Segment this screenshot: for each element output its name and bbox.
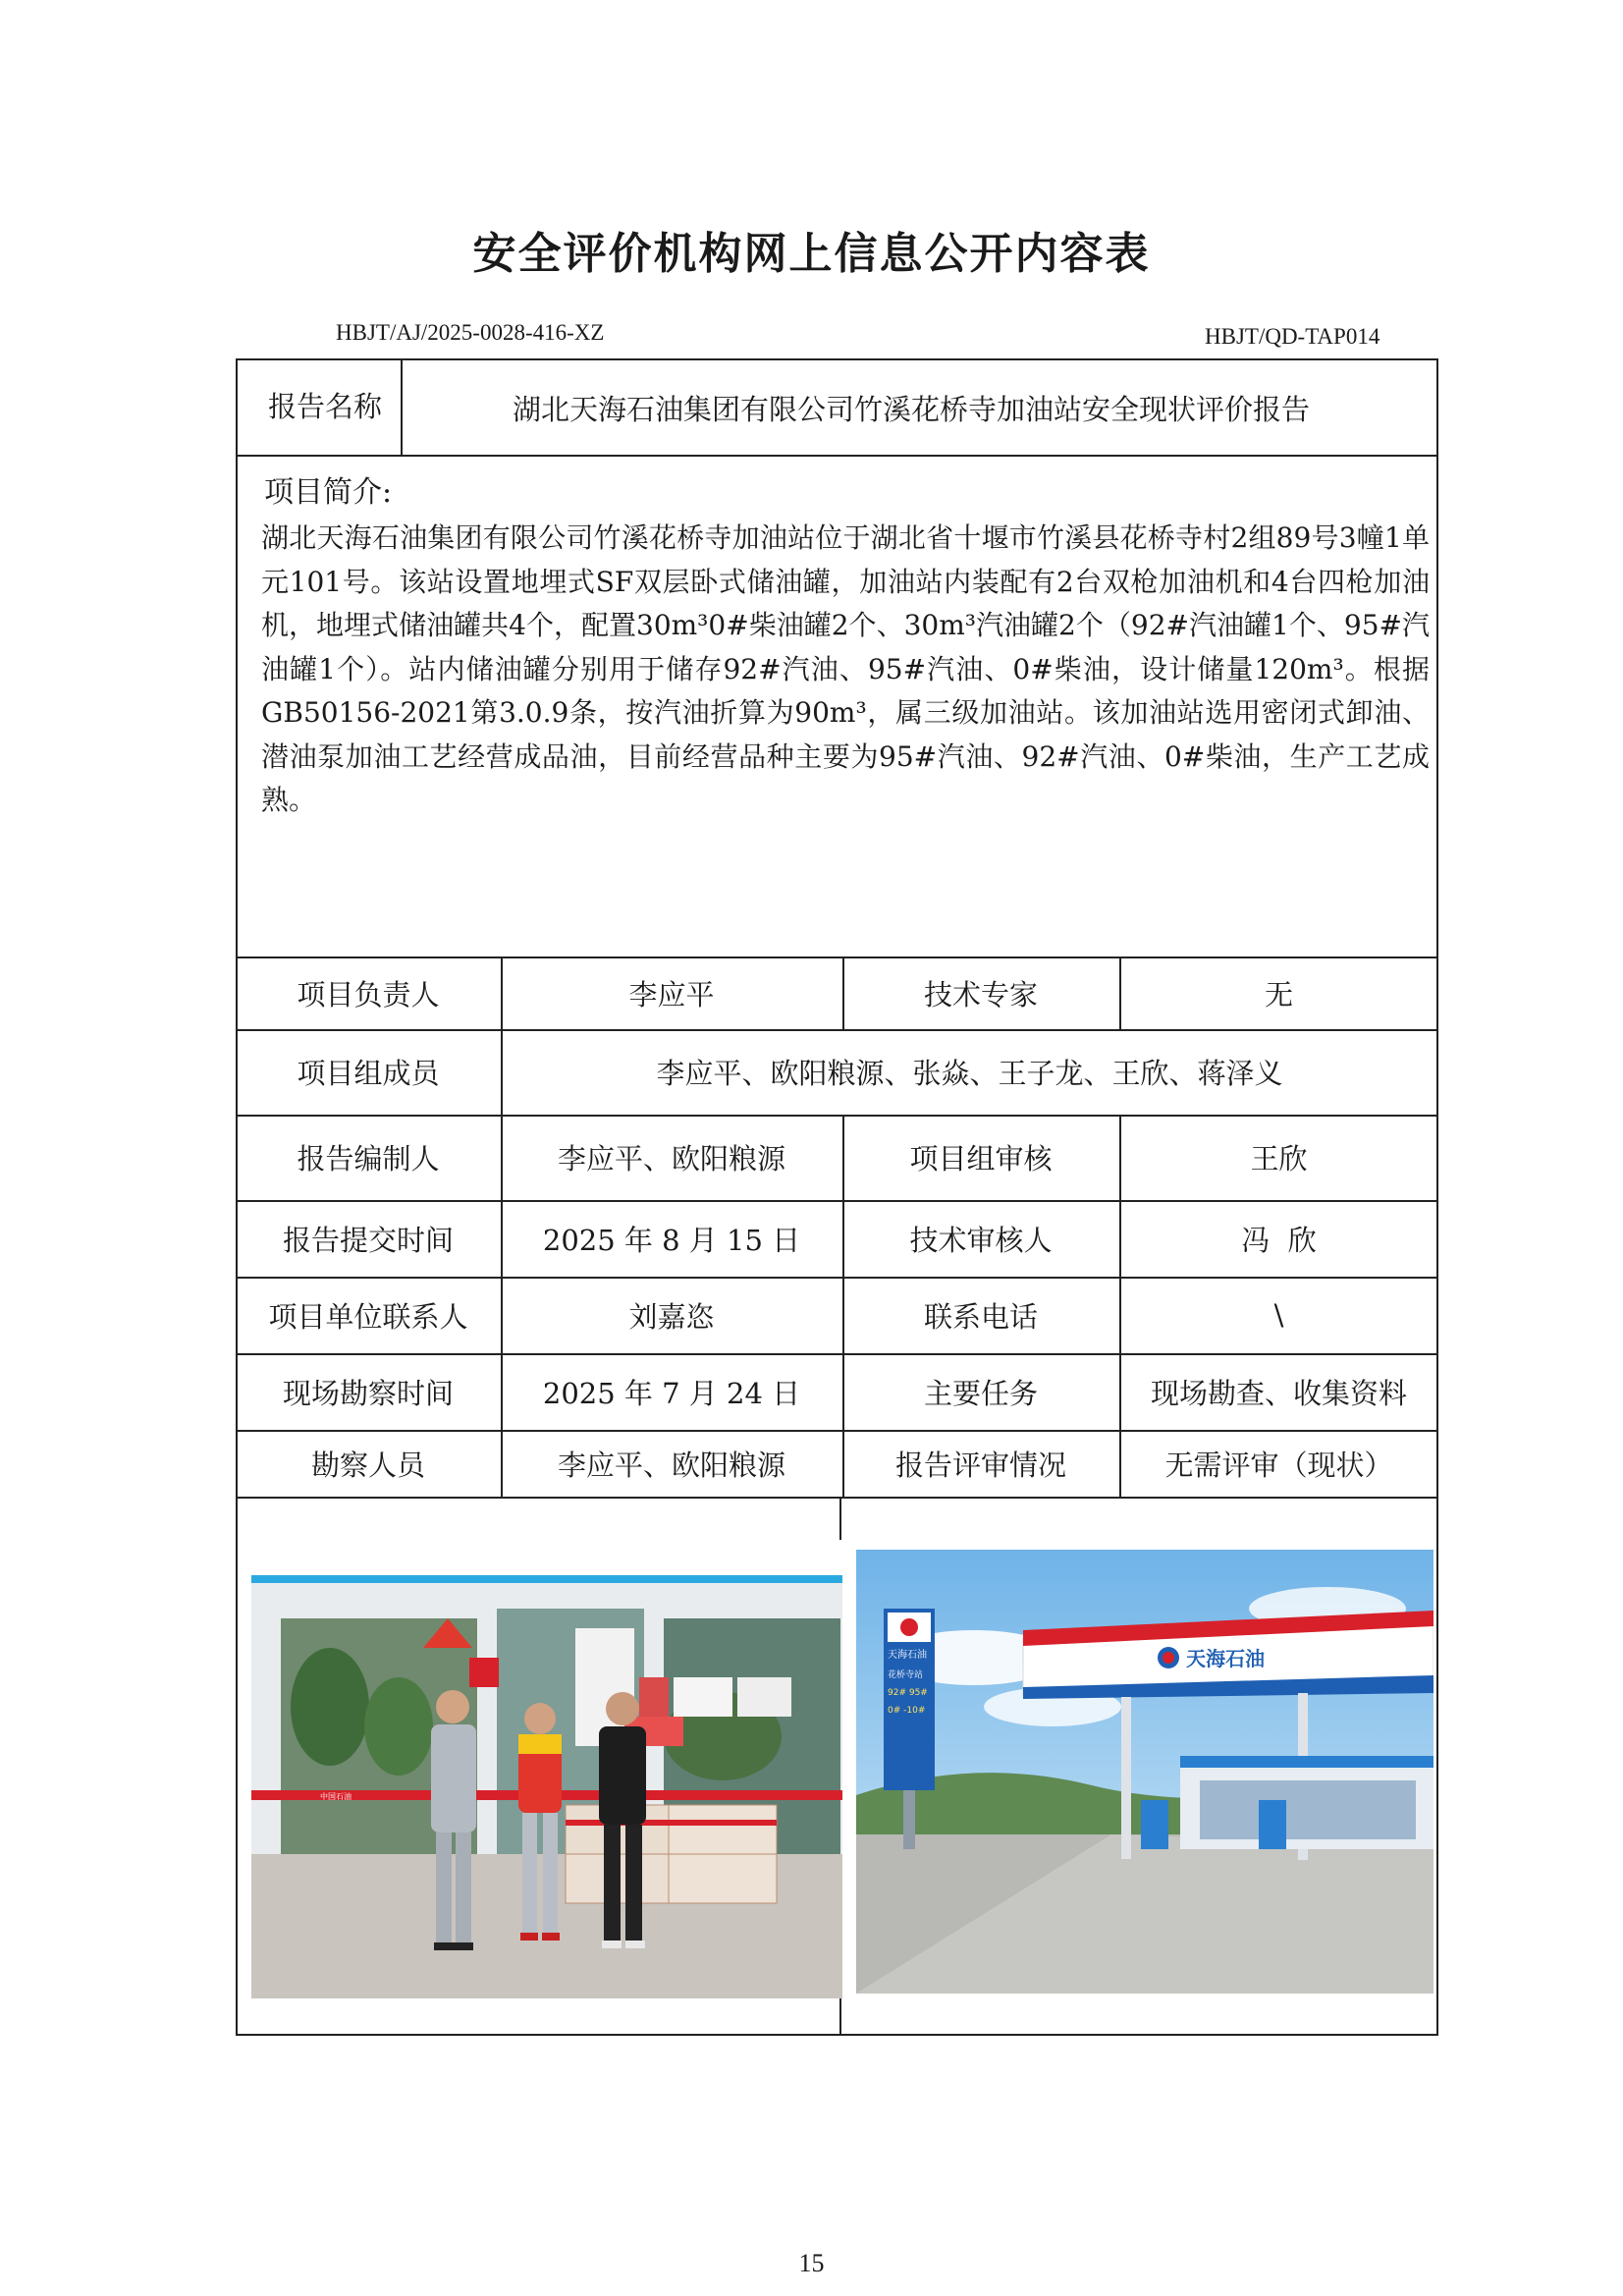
canopy-brand-text: 天海石油 [1186,1647,1265,1670]
page-title: 安全评价机构网上信息公开内容表 [472,229,1151,279]
pole-line-1: 花桥寺站 [888,1670,924,1680]
survey-time-label: 现场勘察时间 [282,1376,454,1410]
members-label: 项目组成员 [297,1057,440,1090]
main-task-value: 现场勘查、收集资料 [1150,1376,1407,1410]
leader-label: 项目负责人 [297,977,440,1011]
team-review-label: 项目组审核 [909,1142,1053,1175]
tech-reviewer-label: 技术审核人 [909,1223,1053,1257]
divider [236,1497,1438,1499]
doc-code-right: HBJT/QD-TAP014 [1205,324,1380,349]
divider [401,358,403,455]
divider [236,455,1438,457]
tech-reviewer-value: 冯 欣 [1241,1223,1317,1257]
contact-label: 项目单位联系人 [268,1299,468,1334]
review-status-value: 无需评审（现状） [1164,1448,1393,1482]
report-name-label: 报告名称 [268,390,383,423]
main-task-label: 主要任务 [923,1376,1038,1410]
author-label: 报告编制人 [297,1142,440,1175]
site-photo-staff [251,1540,842,1998]
leader-value: 李应平 [628,977,715,1011]
expert-label: 技术专家 [923,977,1038,1011]
survey-time-value: 2025 年 7 月 24 日 [542,1376,801,1410]
submit-time-value: 2025 年 8 月 15 日 [542,1223,801,1257]
project-intro-label: 项目简介: [264,475,393,510]
pole-line-2: 92# 95# [888,1688,928,1698]
phone-value: \ [1273,1298,1284,1332]
contact-value: 刘嘉恣 [628,1299,715,1334]
store-stripe-text: 中国石油 [320,1792,352,1801]
surveyor-value: 李应平、欧阳粮源 [557,1448,785,1482]
project-intro-text: 湖北天海石油集团有限公司竹溪花桥寺加油站位于湖北省十堰市竹溪县花桥寺村2组89号3幢1单元101号。该站设置地埋式SF双层卧式储油罐，加油站内装配有2台双枪加油机和4台四枪加油机，地埋式储油罐共4个，配置30m³0#柴油罐2个、30m³汽油罐2个（92#汽油罐1个、95#汽油罐1个）。站内储油罐分别用于储存92#汽油、95#汽油、0#柴油，设计储量120m³。根据GB50156-2021第3.0.9条，按汽油折算为90m³，属三级加油站。该加油站选用密闭式卸油、潜油泵加油工艺经营成品油，目前经营品种主要为95#汽油、92#汽油、0#柴油，生产工艺成熟。 [261,521,1430,816]
pole-brand-text: 天海石油 [888,1650,927,1661]
members-value: 李应平、欧阳粮源、张焱、王子龙、王欣、蒋泽义 [656,1057,1283,1090]
review-status-label: 报告评审情况 [894,1448,1066,1482]
submit-time-label: 报告提交时间 [282,1223,454,1257]
page-number: 15 [798,2249,825,2277]
site-photo-staff-drawing [251,1540,842,1998]
phone-label: 联系电话 [923,1299,1038,1334]
surveyor-label: 勘察人员 [310,1448,425,1482]
site-photo-station [856,1550,1434,1994]
report-name-value: 湖北天海石油集团有限公司竹溪花桥寺加油站安全现状评价报告 [512,393,1310,426]
team-review-value: 王欣 [1250,1142,1308,1175]
site-photo-station-drawing [856,1550,1434,1994]
doc-code-left: HBJT/AJ/2025-0028-416-XZ [336,320,605,345]
pole-line-3: 0# -10# [888,1706,926,1716]
expert-value: 无 [1264,977,1293,1011]
author-value: 李应平、欧阳粮源 [557,1142,785,1175]
